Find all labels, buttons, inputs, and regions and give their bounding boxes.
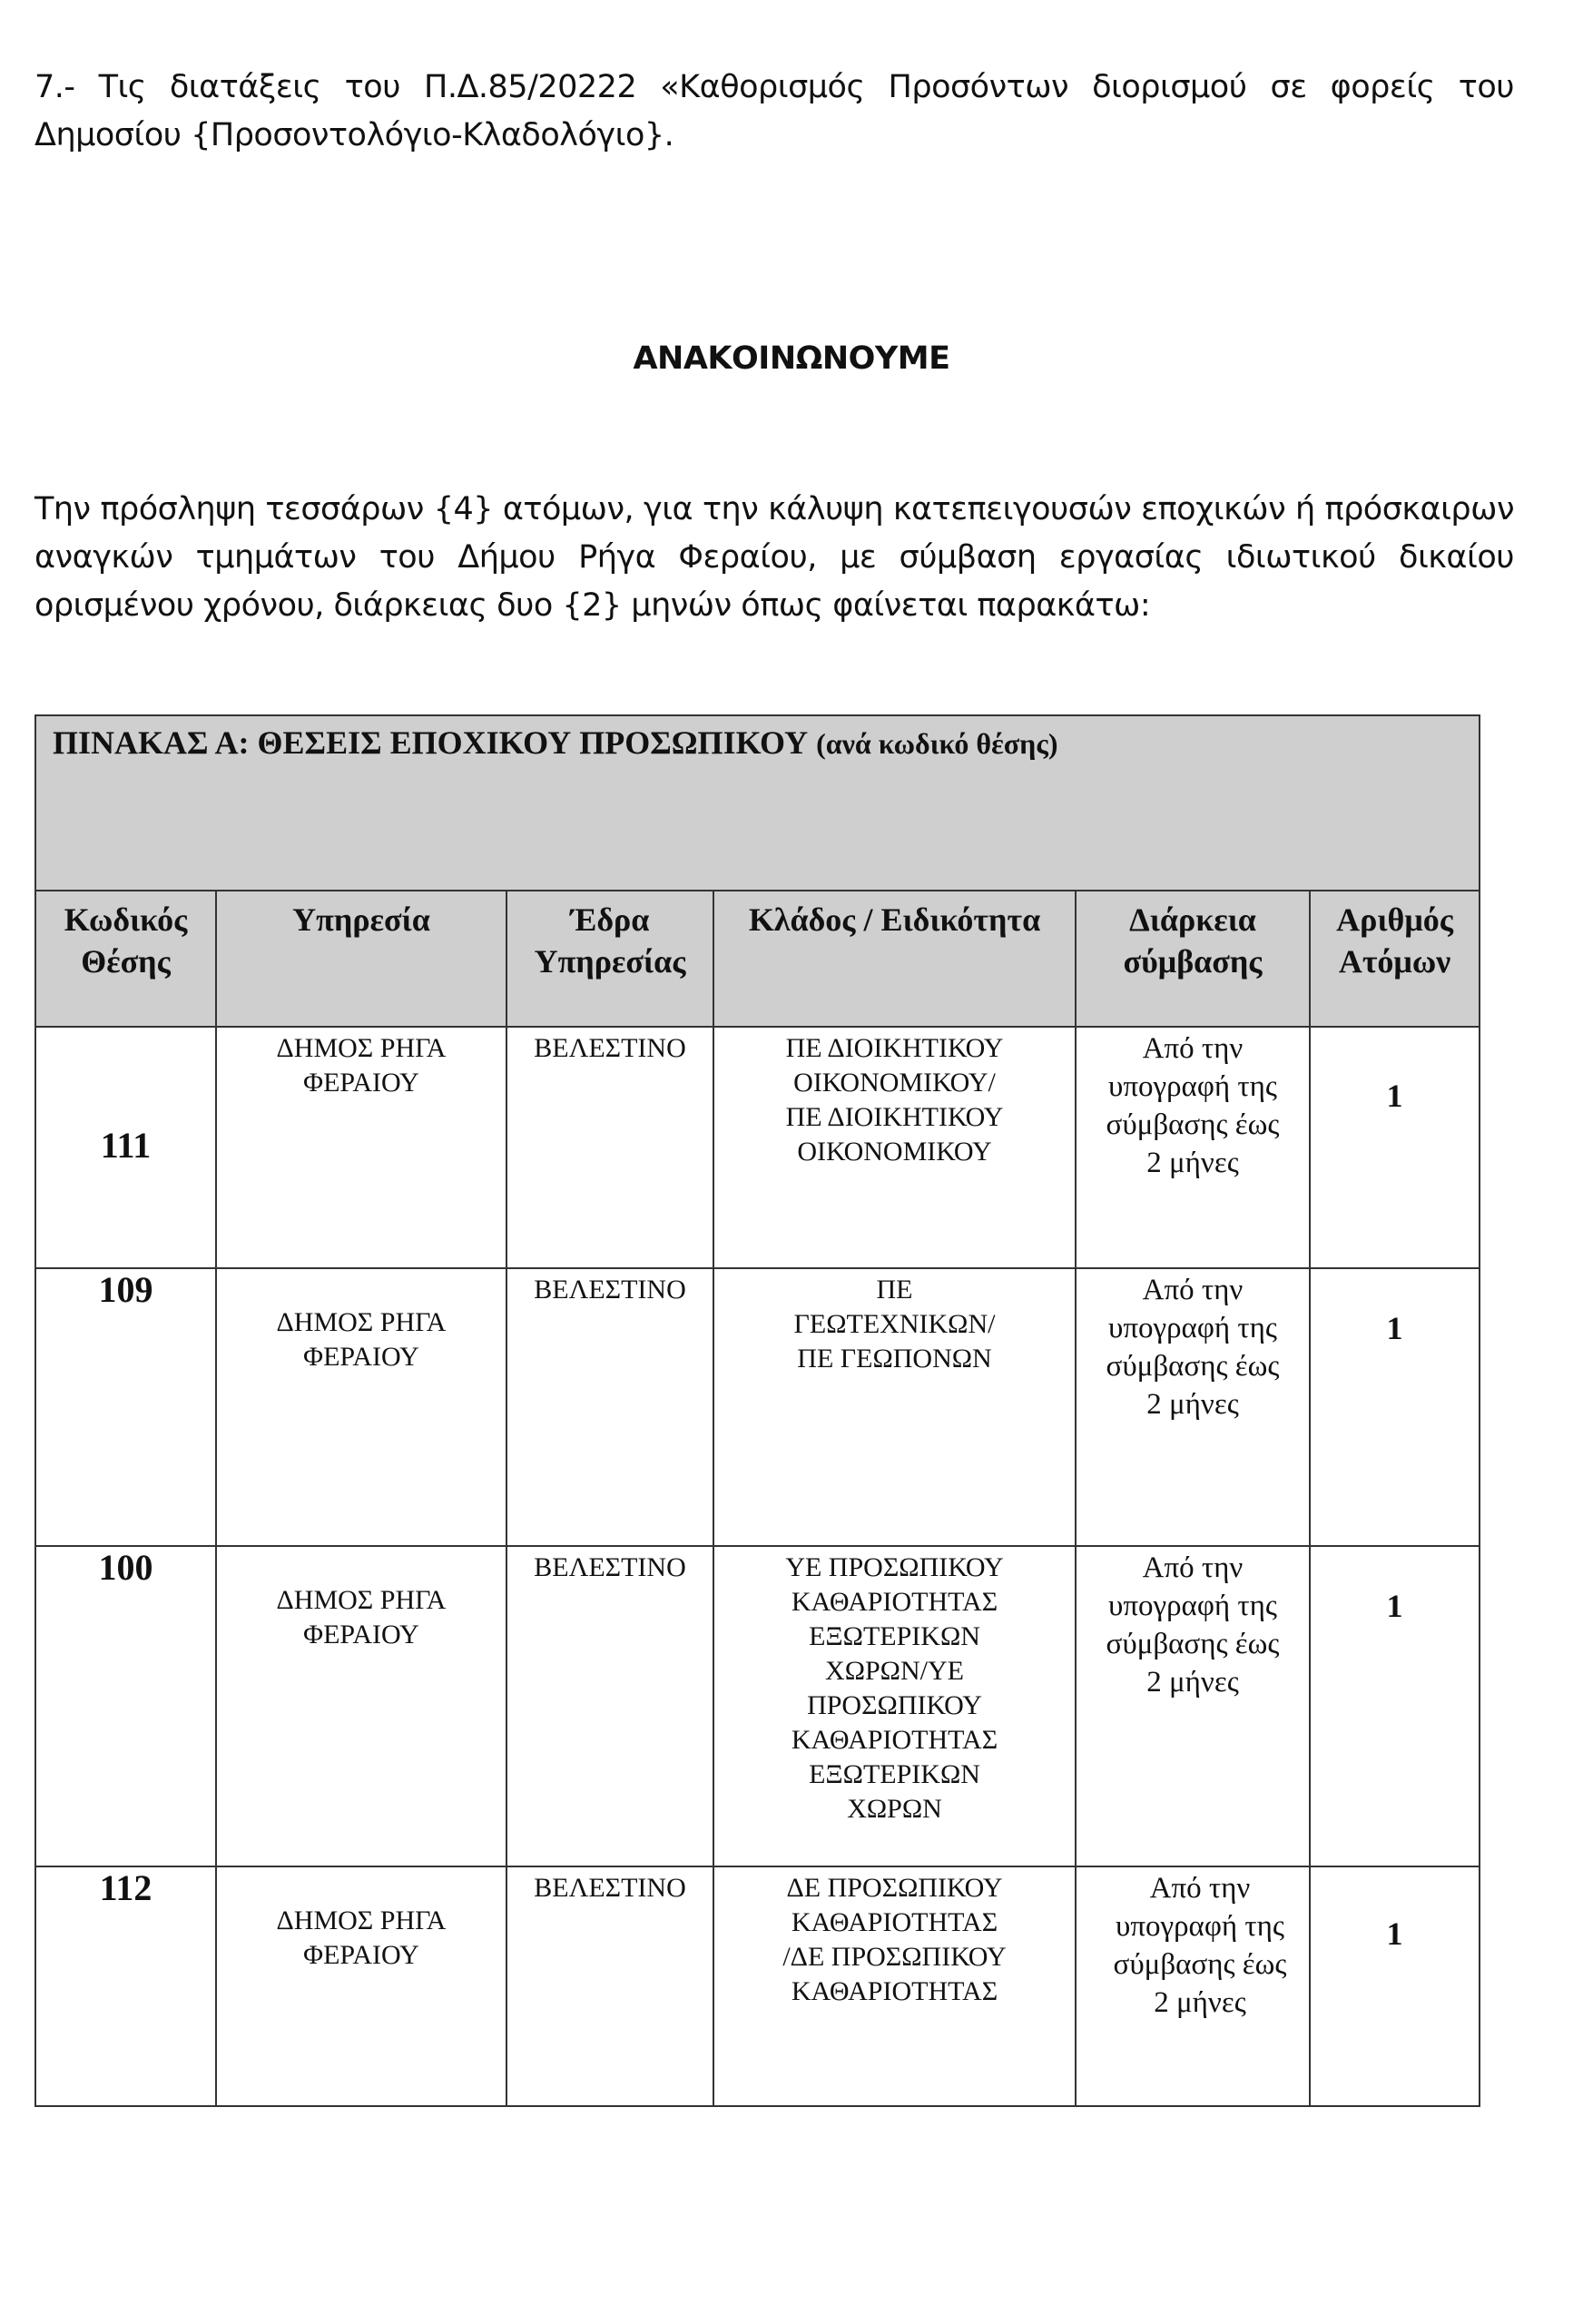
cell-specialty: ΥΕ ΠΡΟΣΩΠΙΚΟΥ ΚΑΘΑΡΙΟΤΗΤΑΣ ΕΞΩΤΕΡΙΚΩΝ ΧΩΡΩΝ/ΥΕ ΠΡΟΣΩΠΙΚΟΥ ΚΑΘΑΡΙΟΤΗΤΑΣ ΕΞΩΤΕΡΙΚΩΝ ΧΩΡΩΝ (713, 1546, 1076, 1866)
cell-specialty: ΠΕ ΔΙΟΙΚΗΤΙΚΟΥ ΟΙΚΟΝΟΜΙΚΟΥ/ ΠΕ ΔΙΟΙΚΗΤΙΚΟΥ ΟΙΚΟΝΟΜΙΚΟΥ (713, 1027, 1076, 1268)
cell-duration: Από την υπογραφή της σύμβασης έως 2 μήνες (1076, 1546, 1310, 1866)
announcement-paragraph: Την πρόσληψη τεσσάρων {4} ατόμων, για την κάλυψη κατεπειγουσών εποχικών ή πρόσκαιρων αναγκών τμημάτων του Δήμου Ρήγα Φεραίου, με σύμβαση εργασίας ιδιωτικού δικαίου ορισμένου χρόνου, διάρκειας δυο {2} μηνών όπως φαίνεται παρακάτω: (34, 491, 1514, 624)
table-title-suffix: (ανά κωδικό θέσης) (816, 727, 1058, 760)
column-header-duration: Διάρκεια σύμβασης (1076, 891, 1310, 1027)
cell-code: 112 (35, 1866, 216, 2106)
cell-code: 109 (35, 1268, 216, 1546)
cell-count: 1 (1310, 1546, 1480, 1866)
cell-count: 1 (1310, 1866, 1480, 2106)
cell-service: ΔΗΜΟΣ ΡΗΓΑ ΦΕΡΑΙΟΥ (216, 1027, 506, 1268)
table-row (35, 1027, 1480, 1268)
column-header-count: Αριθμός Ατόμων (1310, 891, 1480, 1027)
column-header-specialty: Κλάδος / Ειδικότητα (713, 891, 1076, 1027)
cell-code: 100 (35, 1546, 216, 1866)
table-title (35, 715, 1480, 891)
table-row (35, 1546, 1480, 1866)
announcement-heading: ΑΝΑΚΟΙΝΩΝΟΥΜΕ (633, 340, 950, 377)
column-header-code: Κωδικός Θέσης (35, 891, 216, 1027)
cell-code: 111 (35, 1027, 216, 1268)
cell-duration: Από την υπογραφή της σύμβασης έως 2 μήνες (1076, 1866, 1310, 2106)
cell-service: ΔΗΜΟΣ ΡΗΓΑ ΦΕΡΑΙΟΥ (216, 1268, 506, 1546)
cell-service: ΔΗΜΟΣ ΡΗΓΑ ΦΕΡΑΙΟΥ (216, 1866, 506, 2106)
cell-seat: ΒΕΛΕΣΤΙΝΟ (506, 1866, 713, 2106)
cell-specialty: ΔΕ ΠΡΟΣΩΠΙΚΟΥ ΚΑΘΑΡΙΟΤΗΤΑΣ /ΔΕ ΠΡΟΣΩΠΙΚΟΥ ΚΑΘΑΡΙΟΤΗΤΑΣ (713, 1866, 1076, 2106)
cell-duration: Από την υπογραφή της σύμβασης έως 2 μήνες (1076, 1027, 1310, 1268)
cell-service: ΔΗΜΟΣ ΡΗΓΑ ΦΕΡΑΙΟΥ (216, 1546, 506, 1866)
table-title-main: ΠΙΝΑΚΑΣ Α: ΘΕΣΕΙΣ ΕΠΟΧΙΚΟΥ ΠΡΟΣΩΠΙΚΟΥ (53, 724, 809, 761)
table-header-row (35, 891, 1480, 1027)
cell-count: 1 (1310, 1027, 1480, 1268)
table-row (35, 1268, 1480, 1546)
column-header-service: Υπηρεσία (216, 891, 506, 1027)
cell-count: 1 (1310, 1268, 1480, 1546)
cell-duration: Από την υπογραφή της σύμβασης έως 2 μήνες (1076, 1268, 1310, 1546)
cell-seat: ΒΕΛΕΣΤΙΝΟ (506, 1546, 713, 1866)
intro-paragraph: 7.- Τις διατάξεις του Π.Δ.85/20222 «Καθορισμός Προσόντων διορισμού σε φορείς του Δημοσίου {Προσοντολόγιο-Κλαδολόγιο}. (34, 69, 1514, 153)
cell-specialty: ΠΕ ΓΕΩΤΕΧΝΙΚΩΝ/ ΠΕ ΓΕΩΠΟΝΩΝ (713, 1268, 1076, 1546)
column-header-seat: Έδρα Υπηρεσίας (506, 891, 713, 1027)
table-row (35, 1866, 1480, 2106)
cell-seat: ΒΕΛΕΣΤΙΝΟ (506, 1268, 713, 1546)
cell-seat: ΒΕΛΕΣΤΙΝΟ (506, 1027, 713, 1268)
positions-table (34, 714, 1480, 2107)
